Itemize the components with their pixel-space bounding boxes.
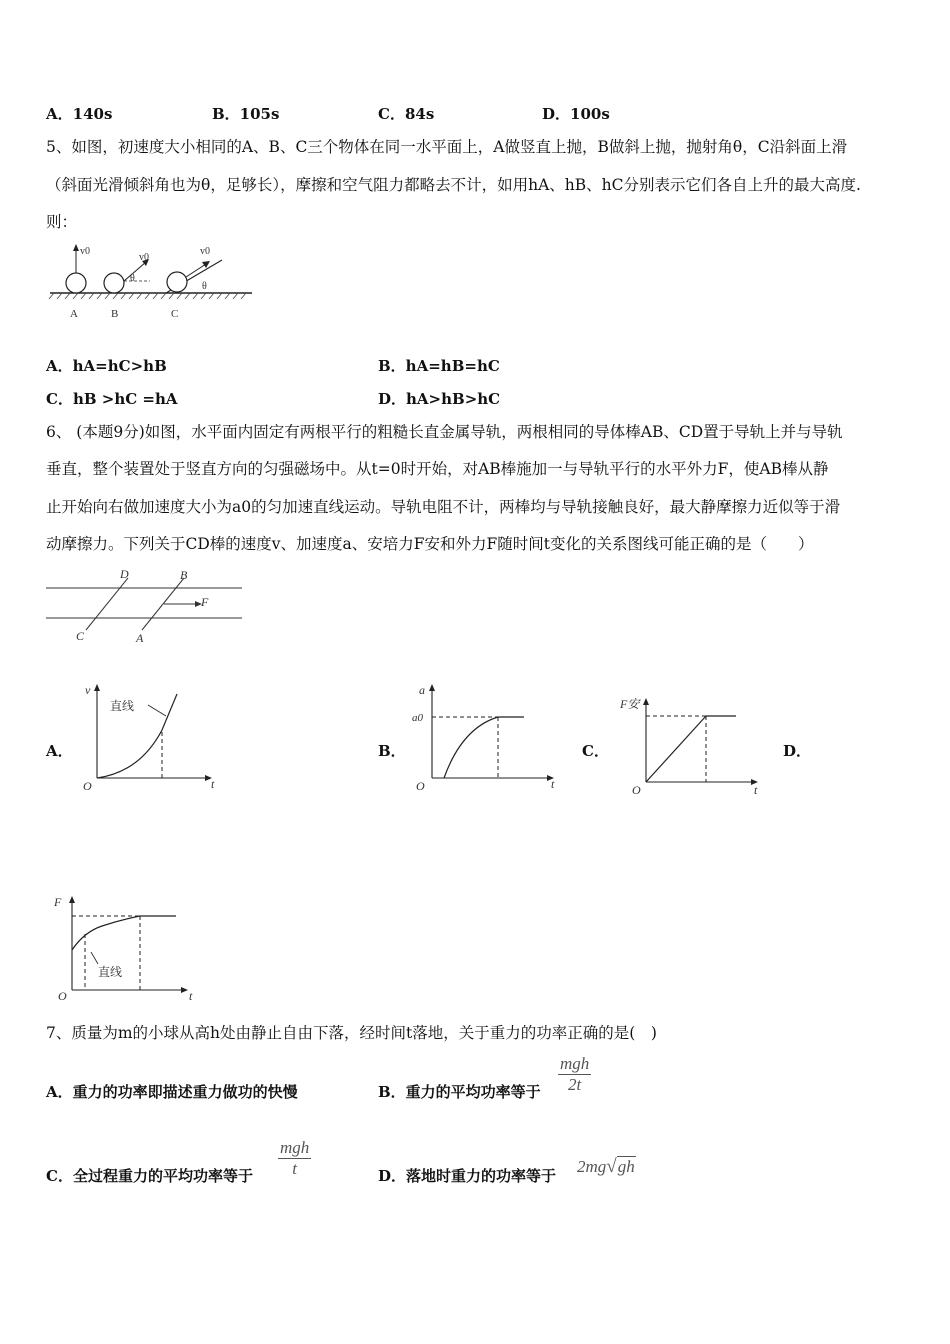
q7-option-a: A．重力的功率即描述重力做功的快慢 <box>46 1083 298 1101</box>
origin-label: O <box>416 779 425 793</box>
q7-option-d-expression: 2mg√gh <box>577 1156 635 1177</box>
v0-label-c: v0 <box>200 246 210 257</box>
axis-f-label: F <box>54 895 62 909</box>
q5-option-a: A．hA=hC>hB <box>46 357 167 375</box>
q5-stem-line1: 5、如图，初速度大小相同的A、B、C三个物体在同一水平面上，A做竖直上抛，B做斜上抛，抛射角θ，C沿斜面上滑 <box>46 138 848 156</box>
q7-option-b: B．重力的平均功率等于 <box>378 1083 541 1101</box>
rod-label-b: B <box>180 568 188 582</box>
q4-option-c: C．84s <box>378 105 435 123</box>
theta-label-b: θ <box>130 273 135 284</box>
radicand: gh <box>617 1157 635 1176</box>
ball-b <box>104 273 124 293</box>
fraction-numerator: mgh <box>280 1138 310 1157</box>
graph-a-velocity <box>80 680 220 792</box>
rod-label-c: C <box>76 629 85 643</box>
q5-projectile-figure <box>46 240 261 322</box>
straight-line-note: 直线 <box>110 699 135 713</box>
q6-stem-line1: 6、 (本题9分)如图，水平面内固定有两根平行的粗糙长直金属导轨，两根相同的导体棒AB、CD置于导轨上并与导轨 <box>46 423 843 441</box>
q6-option-d: D． <box>783 742 812 760</box>
q6-option-c: C． <box>582 742 609 760</box>
q5-stem-line3: 则： <box>46 213 78 231</box>
fraction-denominator: 2t <box>568 1075 582 1094</box>
q4-option-a: A．140s <box>46 105 113 123</box>
q6-rail-figure <box>46 566 246 646</box>
origin-label: O <box>58 989 67 1003</box>
origin-label: O <box>83 779 92 793</box>
axis-t-label: t <box>189 989 193 1003</box>
q4-option-b: B．105s <box>212 105 280 123</box>
label-c: C <box>171 308 179 320</box>
rod-label-d: D <box>120 567 129 581</box>
q7-option-d: D．落地时重力的功率等于 <box>378 1167 557 1185</box>
q7-stem: 7、质量为m的小球从高h处由静止自由下落，经时间t落地，关于重力的功率正确的是( ) <box>46 1024 657 1042</box>
graph-b-acceleration <box>412 680 562 792</box>
q4-option-d: D．100s <box>542 105 610 123</box>
fraction-numerator: mgh <box>560 1054 590 1073</box>
q7-option-c-fraction <box>278 1138 311 1179</box>
ball-a <box>66 273 86 293</box>
q5-stem-line2: （斜面光滑倾斜角也为θ，足够长），摩擦和空气阻力都略去不计，如用hA、hB、hC分别表示它们各自上升的最大高度. <box>46 176 861 194</box>
q6-stem-line2: 垂直，整个装置处于竖直方向的匀强磁场中。从t=0时开始，对AB棒施加一与导轨平行的水平外力F，使AB棒从静 <box>46 460 829 478</box>
label-b: B <box>111 308 119 320</box>
q7-option-b-fraction <box>558 1054 591 1095</box>
theta-label-c: θ <box>202 281 207 292</box>
q5-option-d: D．hA>hB>hC <box>378 390 501 408</box>
q6-option-b: B． <box>378 742 406 760</box>
axis-t-label: t <box>211 777 215 791</box>
q6-stem-line3: 止开始向右做加速度大小为a0的匀加速直线运动。导轨电阻不计，两棒均与导轨接触良好，最大静摩擦力近似等于滑 <box>46 498 841 516</box>
axis-f-an-label: F安 <box>620 697 640 711</box>
axis-a-label: a <box>419 683 425 697</box>
label-a: A <box>70 308 78 320</box>
q6-stem-line4: 动摩擦力。下列关于CD棒的速度v、加速度a、安培力F安和外力F随时间t变化的关系图线可能正确的是（ ） <box>46 535 814 553</box>
q6-option-a: A． <box>46 742 73 760</box>
coefficient: 2mg <box>577 1157 607 1176</box>
origin-label: O <box>632 783 641 797</box>
v0-label-a: v0 <box>80 246 90 257</box>
v0-label-b: v0 <box>139 252 149 263</box>
axis-t-label: t <box>551 777 555 791</box>
straight-line-note: 直线 <box>98 965 123 979</box>
fraction-denominator: t <box>292 1159 297 1178</box>
q5-option-c: C．hB >hC =hA <box>46 390 178 408</box>
q5-option-b: B．hA=hB=hC <box>378 357 500 375</box>
graph-d-external-force <box>54 890 204 1004</box>
ball-c <box>167 272 187 292</box>
q7-option-c: C．全过程重力的平均功率等于 <box>46 1167 253 1185</box>
axis-v-label: v <box>85 683 91 697</box>
axis-t-label: t <box>754 783 758 797</box>
force-label-f: F <box>201 595 209 609</box>
graph-c-ampere-force <box>618 690 768 802</box>
rod-label-a: A <box>136 631 144 645</box>
a0-label: a0 <box>412 712 423 724</box>
